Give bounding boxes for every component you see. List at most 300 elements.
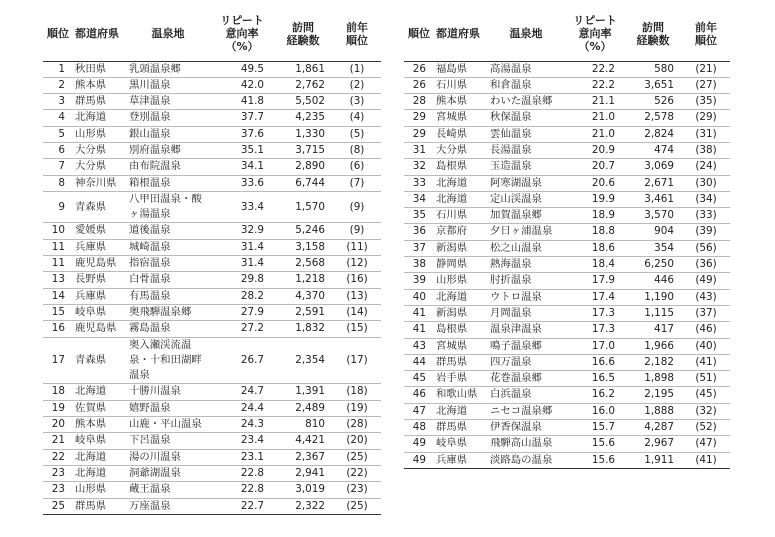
onsen-name-cell: 和倉温泉	[490, 78, 532, 91]
header-visits	[624, 7, 682, 61]
repeat-rate-cell: 34.1	[240, 160, 264, 173]
prefecture-cell: 石川県	[436, 209, 468, 222]
prefecture-cell: 北海道	[436, 404, 468, 417]
visits-cell: 2,182	[644, 355, 674, 368]
repeat-rate-cell: 21.1	[591, 95, 615, 108]
table-row	[43, 433, 381, 449]
table-row	[43, 417, 381, 433]
prev-rank-cell: (32)	[695, 404, 717, 417]
rank-cell: 23	[51, 466, 65, 479]
table-row	[404, 77, 730, 93]
prev-rank-cell: (47)	[695, 437, 717, 450]
header-repeat-rate	[566, 7, 624, 61]
prev-rank-cell: (30)	[695, 176, 717, 189]
visits-cell: 1,391	[295, 385, 325, 398]
visits-cell: 5,246	[295, 224, 325, 237]
header-prev-rank-line1: 前年	[695, 20, 717, 34]
table-row	[43, 77, 381, 93]
rank-cell: 3	[58, 95, 65, 108]
prefecture-cell: 福島県	[436, 62, 468, 75]
visits-cell: 5,502	[295, 95, 325, 108]
prefecture-cell: 佐賀県	[75, 401, 107, 414]
repeat-rate-cell: 31.4	[240, 240, 264, 253]
prefecture-cell: 鹿児島県	[75, 322, 117, 335]
visits-cell: 526	[654, 95, 674, 108]
rank-cell: 49	[412, 453, 426, 466]
rank-cell: 2	[58, 78, 65, 91]
onsen-name-cell: 由布院温泉	[129, 160, 181, 173]
table-row	[43, 465, 381, 481]
repeat-rate-cell: 16.2	[591, 388, 615, 401]
visits-cell: 2,591	[295, 305, 325, 318]
onsen-name-cell: 道後温泉	[129, 224, 171, 237]
prefecture-cell: 秋田県	[75, 62, 107, 75]
visits-cell: 417	[654, 323, 674, 336]
table-row	[404, 142, 730, 158]
repeat-rate-cell: 32.9	[240, 224, 264, 237]
table-row	[43, 288, 381, 304]
repeat-rate-cell: 18.8	[591, 225, 615, 238]
repeat-rate-cell: 18.6	[591, 241, 615, 254]
onsen-name-cell: 山鹿・平山温泉	[129, 418, 202, 431]
table-row	[404, 257, 730, 273]
rank-cell: 40	[412, 290, 426, 303]
visits-cell: 2,489	[295, 401, 325, 414]
rank-cell: 6	[58, 143, 65, 156]
header-visits-line2: 経験数	[636, 33, 670, 47]
onsen-name-cell: 草津温泉	[129, 95, 171, 108]
repeat-rate-cell: 16.5	[591, 372, 615, 385]
visits-cell: 1,898	[644, 372, 674, 385]
repeat-rate-cell: 22.8	[240, 483, 264, 496]
prev-rank-cell: (41)	[695, 355, 717, 368]
prev-rank-cell: (25)	[346, 450, 368, 463]
prev-rank-cell: (38)	[695, 143, 717, 156]
prefecture-cell: 兵庫県	[75, 289, 107, 302]
rank-cell: 9	[58, 200, 65, 213]
onsen-name-cell: 奥入瀬渓流温泉・十和田湖畔温泉	[129, 338, 202, 382]
rank-cell: 49	[412, 437, 426, 450]
prev-rank-cell: (24)	[695, 160, 717, 173]
visits-cell: 2,890	[295, 160, 325, 173]
prev-rank-cell: (33)	[695, 209, 717, 222]
table-row	[404, 208, 730, 224]
table-row	[404, 191, 730, 207]
prev-rank-cell: (27)	[695, 78, 717, 91]
table-row	[404, 224, 730, 240]
table-row	[404, 273, 730, 289]
rank-cell: 43	[412, 339, 426, 352]
prefecture-cell: 北海道	[436, 176, 468, 189]
header-visits	[273, 7, 333, 61]
prefecture-cell: 岩手県	[436, 372, 468, 385]
visits-cell: 810	[305, 418, 325, 431]
visits-cell: 1,832	[295, 322, 325, 335]
prefecture-cell: 大分県	[436, 143, 468, 156]
header-repeat-rate-line2: 意向率	[578, 27, 612, 41]
repeat-rate-cell: 20.7	[591, 160, 615, 173]
onsen-name-cell: 八甲田温泉・酸ヶ湯温泉	[129, 192, 202, 221]
rank-cell: 14	[51, 289, 65, 302]
visits-cell: 1,966	[644, 339, 674, 352]
rank-cell: 18	[51, 385, 65, 398]
table-row	[43, 337, 381, 384]
onsen-name-cell: 嬉野温泉	[129, 401, 171, 414]
prev-rank-cell: (20)	[346, 434, 368, 447]
visits-cell: 1,911	[644, 453, 674, 466]
repeat-rate-cell: 21.0	[591, 127, 615, 140]
repeat-rate-cell: 41.8	[240, 95, 264, 108]
table-row	[404, 354, 730, 370]
onsen-name-cell: 玉造温泉	[490, 160, 532, 173]
rank-cell: 31	[412, 143, 426, 156]
prev-rank-cell: (52)	[695, 421, 717, 434]
onsen-name-cell: 松之山温泉	[490, 241, 542, 254]
repeat-rate-cell: 23.4	[240, 434, 264, 447]
onsen-name-cell: 鳴子温泉郷	[490, 339, 542, 352]
onsen-name-cell: 城崎温泉	[129, 240, 171, 253]
repeat-rate-cell: 22.2	[591, 62, 615, 75]
onsen-name-cell: 万座温泉	[129, 499, 171, 512]
table-row	[43, 239, 381, 255]
onsen-name-cell: 湯の川温泉	[129, 450, 181, 463]
visits-cell: 2,762	[295, 78, 325, 91]
visits-cell: 3,019	[295, 483, 325, 496]
prefecture-cell: 群馬県	[75, 95, 107, 108]
prefecture-cell: 北海道	[75, 450, 107, 463]
header-rank: 順位	[47, 27, 69, 41]
onsen-name-cell: 下呂温泉	[129, 434, 171, 447]
onsen-name-cell: 奥飛騨温泉郷	[129, 305, 192, 318]
ranking-table-left	[43, 7, 381, 515]
table-row	[404, 94, 730, 110]
prefecture-cell: 静岡県	[436, 258, 468, 271]
prev-rank-cell: (17)	[346, 353, 368, 366]
visits-cell: 3,069	[644, 160, 674, 173]
header-repeat-rate-line3: （%）	[225, 40, 259, 54]
visits-cell: 4,235	[295, 111, 325, 124]
onsen-name-cell: 定山渓温泉	[490, 192, 542, 205]
prev-rank-cell: (49)	[695, 274, 717, 287]
rank-cell: 11	[51, 240, 65, 253]
header-prev-rank-line2: 順位	[346, 33, 368, 47]
repeat-rate-cell: 15.7	[591, 421, 615, 434]
visits-cell: 2,941	[295, 466, 325, 479]
onsen-name-cell: 箱根温泉	[129, 176, 171, 189]
repeat-rate-cell: 42.0	[240, 78, 264, 91]
table-header	[404, 7, 730, 61]
repeat-rate-cell: 22.2	[591, 78, 615, 91]
prefecture-cell: 宮城県	[436, 111, 468, 124]
prev-rank-cell: (21)	[695, 62, 717, 75]
prev-rank-cell: (13)	[346, 289, 368, 302]
visits-cell: 2,367	[295, 450, 325, 463]
header-prev-rank	[333, 7, 381, 61]
onsen-name-cell: 肘折温泉	[490, 274, 532, 287]
rank-cell: 26	[412, 62, 426, 75]
rank-cell: 35	[412, 209, 426, 222]
repeat-rate-cell: 24.3	[240, 418, 264, 431]
prev-rank-cell: (3)	[349, 95, 365, 108]
prefecture-cell: 大分県	[75, 160, 107, 173]
table-row	[43, 482, 381, 498]
prev-rank-cell: (37)	[695, 306, 717, 319]
prev-rank-cell: (43)	[695, 290, 717, 303]
prefecture-cell: 岐阜県	[75, 434, 107, 447]
repeat-rate-cell: 17.4	[591, 290, 615, 303]
visits-cell: 2,322	[295, 499, 325, 512]
repeat-rate-cell: 49.5	[240, 62, 264, 75]
header-repeat-rate-line1: リピート	[220, 14, 264, 28]
prev-rank-cell: (36)	[695, 258, 717, 271]
table-row	[43, 223, 381, 239]
table-row	[43, 126, 381, 142]
table-row	[404, 240, 730, 256]
repeat-rate-cell: 18.4	[591, 258, 615, 271]
header-onsen: 温泉地	[151, 27, 185, 41]
visits-cell: 4,370	[295, 289, 325, 302]
table-row	[404, 289, 730, 305]
prev-rank-cell: (23)	[346, 483, 368, 496]
prefecture-cell: 兵庫県	[436, 453, 468, 466]
repeat-rate-cell: 29.8	[240, 273, 264, 286]
rank-cell: 23	[51, 483, 65, 496]
visits-cell: 4,421	[295, 434, 325, 447]
onsen-name-cell: 長湯温泉	[490, 143, 532, 156]
onsen-name-cell: 花巻温泉郷	[490, 372, 542, 385]
repeat-rate-cell: 17.0	[591, 339, 615, 352]
header-prev-rank-line2: 順位	[695, 33, 717, 47]
visits-cell: 1,330	[295, 127, 325, 140]
repeat-rate-cell: 33.6	[240, 176, 264, 189]
onsen-name-cell: 別府温泉郷	[129, 143, 181, 156]
table-row	[404, 452, 730, 468]
prefecture-cell: 熊本県	[75, 78, 107, 91]
table-row	[404, 175, 730, 191]
repeat-rate-cell: 22.7	[240, 499, 264, 512]
onsen-name-cell: 加賀温泉郷	[490, 209, 542, 222]
table-row	[43, 256, 381, 272]
onsen-name-cell: 四万温泉	[490, 355, 532, 368]
prefecture-cell: 兵庫県	[75, 240, 107, 253]
repeat-rate-cell: 28.2	[240, 289, 264, 302]
onsen-name-cell: ニセコ温泉郷	[490, 404, 553, 417]
onsen-name-cell: 登別温泉	[129, 111, 171, 124]
table-row	[404, 338, 730, 354]
visits-cell: 2,568	[295, 257, 325, 270]
rank-cell: 32	[412, 160, 426, 173]
visits-cell: 2,671	[644, 176, 674, 189]
rank-cell: 41	[412, 306, 426, 319]
rank-cell: 29	[412, 111, 426, 124]
prev-rank-cell: (34)	[695, 192, 717, 205]
visits-cell: 3,570	[644, 209, 674, 222]
table-row	[43, 110, 381, 126]
visits-cell: 2,195	[644, 388, 674, 401]
onsen-name-cell: 白骨温泉	[129, 273, 171, 286]
repeat-rate-cell: 20.6	[591, 176, 615, 189]
table-row	[404, 305, 730, 321]
repeat-rate-cell: 31.4	[240, 257, 264, 270]
visits-cell: 6,250	[644, 258, 674, 271]
prev-rank-cell: (14)	[346, 305, 368, 318]
prev-rank-cell: (51)	[695, 372, 717, 385]
table-row	[404, 436, 730, 452]
rank-cell: 17	[51, 353, 65, 366]
header-rank: 順位	[408, 27, 430, 41]
rank-cell: 5	[58, 127, 65, 140]
prefecture-cell: 京都府	[436, 225, 468, 238]
rank-cell: 25	[51, 499, 65, 512]
onsen-name-cell: 熱海温泉	[490, 258, 532, 271]
visits-cell: 2,354	[295, 353, 325, 366]
onsen-name-cell: 霧島温泉	[129, 322, 171, 335]
prefecture-cell: 北海道	[75, 385, 107, 398]
prefecture-cell: 北海道	[436, 290, 468, 303]
repeat-rate-cell: 17.3	[591, 323, 615, 336]
prefecture-cell: 新潟県	[436, 241, 468, 254]
repeat-rate-cell: 24.7	[240, 385, 264, 398]
prev-rank-cell: (7)	[349, 176, 365, 189]
header-prev-rank-line1: 前年	[346, 20, 368, 34]
visits-cell: 354	[654, 241, 674, 254]
table-row	[404, 403, 730, 419]
rank-cell: 21	[51, 434, 65, 447]
table-row	[43, 384, 381, 400]
table-row	[43, 142, 381, 158]
table-header	[43, 7, 381, 61]
prefecture-cell: 北海道	[75, 111, 107, 124]
prev-rank-cell: (35)	[695, 95, 717, 108]
visits-cell: 1,888	[644, 404, 674, 417]
rank-cell: 11	[51, 257, 65, 270]
repeat-rate-cell: 16.6	[591, 355, 615, 368]
prefecture-cell: 北海道	[75, 466, 107, 479]
prev-rank-cell: (9)	[349, 200, 365, 213]
prev-rank-cell: (25)	[346, 499, 368, 512]
table-row	[43, 175, 381, 191]
onsen-name-cell: 乳頭温泉郷	[129, 62, 181, 75]
onsen-name-cell: 夕日ヶ浦温泉	[490, 225, 553, 238]
repeat-rate-cell: 24.4	[240, 401, 264, 414]
table-row	[43, 94, 381, 110]
table-row	[43, 400, 381, 416]
repeat-rate-cell: 19.9	[591, 192, 615, 205]
prev-rank-cell: (56)	[695, 241, 717, 254]
repeat-rate-cell: 27.9	[240, 305, 264, 318]
prefecture-cell: 新潟県	[436, 306, 468, 319]
onsen-name-cell: ウトロ温泉	[490, 290, 542, 303]
table-row	[43, 61, 381, 77]
prev-rank-cell: (41)	[695, 453, 717, 466]
onsen-name-cell: 温泉津温泉	[490, 323, 542, 336]
table-row	[404, 110, 730, 126]
onsen-name-cell: 月岡温泉	[490, 306, 532, 319]
prefecture-cell: 群馬県	[436, 421, 468, 434]
rank-cell: 44	[412, 355, 426, 368]
onsen-name-cell: 淡路島の温泉	[490, 453, 553, 466]
prev-rank-cell: (16)	[346, 273, 368, 286]
rank-cell: 29	[412, 127, 426, 140]
header-prefecture: 都道府県	[436, 27, 480, 41]
prefecture-cell: 山形県	[75, 483, 107, 496]
prev-rank-cell: (8)	[349, 143, 365, 156]
prefecture-cell: 北海道	[436, 192, 468, 205]
repeat-rate-cell: 17.3	[591, 306, 615, 319]
visits-cell: 2,824	[644, 127, 674, 140]
repeat-rate-cell: 37.6	[240, 127, 264, 140]
table-row	[43, 498, 381, 514]
rank-cell: 16	[51, 322, 65, 335]
visits-cell: 904	[654, 225, 674, 238]
prev-rank-cell: (2)	[349, 78, 365, 91]
rank-cell: 4	[58, 111, 65, 124]
prev-rank-cell: (9)	[349, 224, 365, 237]
repeat-rate-cell: 37.7	[240, 111, 264, 124]
table-row	[404, 371, 730, 387]
header-visits-line1: 訪問	[642, 20, 664, 34]
rank-cell: 8	[58, 176, 65, 189]
visits-cell: 2,578	[644, 111, 674, 124]
visits-cell: 1,570	[295, 200, 325, 213]
rank-cell: 48	[412, 421, 426, 434]
onsen-name-cell: 指宿温泉	[129, 257, 171, 270]
prefecture-cell: 大分県	[75, 143, 107, 156]
visits-cell: 446	[654, 274, 674, 287]
visits-cell: 580	[654, 62, 674, 75]
prev-rank-cell: (40)	[695, 339, 717, 352]
visits-cell: 1,190	[644, 290, 674, 303]
rank-cell: 26	[412, 78, 426, 91]
rank-cell: 39	[412, 274, 426, 287]
rank-cell: 46	[412, 388, 426, 401]
onsen-name-cell: 秋保温泉	[490, 111, 532, 124]
visits-cell: 3,158	[295, 240, 325, 253]
onsen-name-cell: 伊香保温泉	[490, 421, 542, 434]
header-onsen: 温泉地	[509, 27, 543, 41]
onsen-name-cell: 洞爺湖温泉	[129, 466, 181, 479]
visits-cell: 1,218	[295, 273, 325, 286]
prev-rank-cell: (28)	[346, 418, 368, 431]
repeat-rate-cell: 18.9	[591, 209, 615, 222]
rank-cell: 36	[412, 225, 426, 238]
prefecture-cell: 山形県	[436, 274, 468, 287]
rank-cell: 7	[58, 160, 65, 173]
onsen-name-cell: 阿寒湖温泉	[490, 176, 542, 189]
header-visits-line1: 訪問	[292, 20, 314, 34]
prev-rank-cell: (15)	[346, 322, 368, 335]
prefecture-cell: 長野県	[75, 273, 107, 286]
repeat-rate-cell: 21.0	[591, 111, 615, 124]
repeat-rate-cell: 15.6	[591, 453, 615, 466]
header-repeat-rate	[211, 7, 273, 61]
prefecture-cell: 群馬県	[75, 499, 107, 512]
header-prev-rank	[682, 7, 730, 61]
onsen-name-cell: 蔵王温泉	[129, 483, 171, 496]
rank-cell: 15	[51, 305, 65, 318]
prefecture-cell: 和歌山県	[436, 388, 478, 401]
prev-rank-cell: (1)	[349, 62, 365, 75]
prev-rank-cell: (11)	[346, 240, 368, 253]
visits-cell: 1,115	[644, 306, 674, 319]
rank-cell: 28	[412, 95, 426, 108]
onsen-name-cell: 高湯温泉	[490, 62, 532, 75]
repeat-rate-cell: 27.2	[240, 322, 264, 335]
table-row	[404, 61, 730, 77]
rank-cell: 38	[412, 258, 426, 271]
table-row	[43, 191, 381, 223]
repeat-rate-cell: 23.1	[240, 450, 264, 463]
